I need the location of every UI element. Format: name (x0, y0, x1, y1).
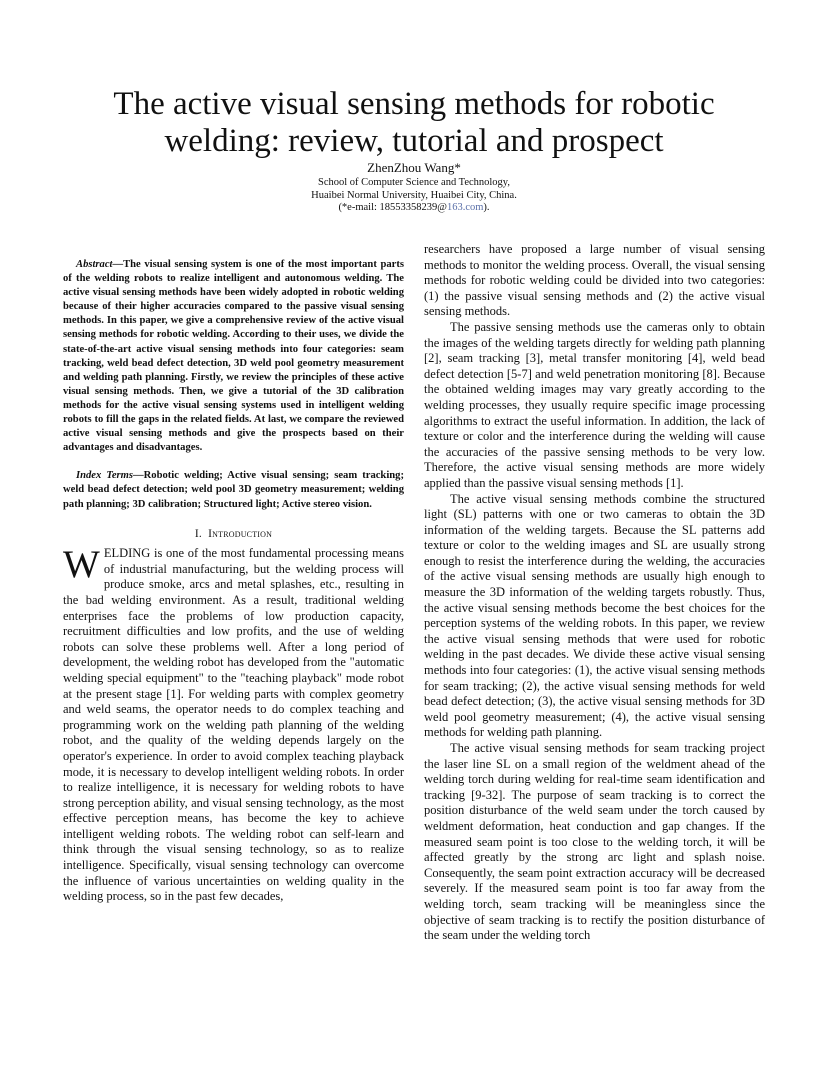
intro-text: ELDING is one of the most fundamental processing means of industrial manufacturing, but the welding process will produce smoke, arcs and metal splashes, etc., resulting in the bad welding environment. As a result, traditional welding enterprises face the problems of low production capacity, recruitment difficulties and low profits, and the use of welding robots can solve these problems well. After a long period of development, the welding robot has developed from the "automatic welding special equipment" to the "teaching playback" mode robot at the present stage [1]. For welding parts with complex geometry and weld seams, the operator needs to do complex teaching and programming work on the welding path planning of the welding robot, and the quality of the welding depends largely on the operator's experience. In order to avoid complex teaching playback mode, it is necessary to develop intelligent welding robots. In order to realize intelligence, it is necessary for welding robots to have strong perception ability, and visual sensing technology, as the most effective perception means, has become the key to achieve intelligent welding robots. The welding robot can self-learn and think through the visual sensing technology, so as to realize intelligence. Specifically, visual sensing technology can overcome the influence of various uncertainties on welding quality in the welding process, so in the past few decades, (63, 546, 404, 904)
author-name: ZhenZhou Wang* (367, 160, 461, 175)
paper-title (40, 86, 788, 160)
intro-paragraph (63, 543, 404, 905)
drop-cap: W (63, 543, 100, 587)
affiliation-email (40, 202, 788, 215)
section-title: Introduction (208, 527, 273, 540)
index-terms-text: —Robotic welding; Active visual sensing; seam tracking; weld bead defect detection; weld pool 3D geometry measurement; welding path planning; 3D calibration; Structured light; Active stereo vision. (63, 470, 404, 510)
paragraph-seam-tracking: The active visual sensing methods for seam tracking project the laser line SL on a small region of the weldment ahead of the welding torch during welding for real-time seam identification and tracking [9-32]. The purpose of seam tracking is to correct the position disturbance of the weld seam under the torch caused by weldment deformation, heat conduction and gap changes. If the measured seam point is too close to the welding torch, it will be affected greatly by the strong arc light and splash noise. Consequently, the seam point extraction accuracy will be decreased severely. If the measured seam point is too far away from the welding torch, seam tracking will be meaningless since the objective of seam tracking is to rectify the position disturbance of the seam under the welding torch (424, 741, 765, 943)
title-line-2: welding: review, tutorial and prospect (164, 123, 664, 159)
paragraph-passive-methods: The passive sensing methods use the cameras only to obtain the images of the welding targets directly for welding path planning [2], seam tracking [3], metal transfer monitoring [4], weld bead defect detection [5-7] and weld penetration monitoring [8]. Because the obtained welding images may vary greatly according to the welding processes, they usually require specific image processing algorithms to extract the useful information. In addition, the lack of texture or color and the interference during the welding will cause the accuracies of the passive sensing methods to be very low. Therefore, the active visual sensing methods are more widely applied than the passive visual sensing methods [1]. (424, 319, 765, 490)
section-number: I. (194, 527, 202, 540)
affiliation-university: Huaibei Normal University, Huaibei City, China. (311, 189, 517, 201)
abstract-label: Abstract (76, 259, 113, 270)
email-domain: 163.com (446, 202, 484, 213)
affiliation (40, 177, 788, 215)
abstract-text: —The visual sensing system is one of the most important parts of the welding robots to realize intelligent and autonomous welding. The active visual sensing methods have been widely adopted in robotic welding because of their higher accuracies compared to the passive visual sensing methods. In this paper, we give a comprehensive review of the active visual sensing methods for robotic welding. According to their uses, we divide the state-of-the-art active visual sensing methods into four categories: seam tracking, weld bead defect detection, 3D weld pool geometry measurement and welding path planning. Firstly, we review the principles of these active visual sensing methods. Then, we give a tutorial of the 3D calibration methods for the active visual sensing systems used in intelligent welding robots to fill the gaps in the related fields. At last, we compare the reviewed active visual sensing methods and give the prospects based on their advantages and disadvantages. (63, 259, 404, 454)
index-terms-label: Index Terms (76, 470, 134, 482)
right-column (424, 242, 765, 944)
email-prefix: (*e-mail: 18553358239@ (338, 202, 447, 213)
index-terms (63, 469, 404, 511)
title-line-1: The active visual sensing methods for robotic (113, 86, 715, 122)
email-suffix: ). (483, 202, 490, 213)
section-heading-introduction (63, 527, 404, 543)
paragraph-active-methods: The active visual sensing methods combine the structured light (SL) patterns with one or two cameras to obtain the 3D information of the welding targets. Because the SL patterns add texture or color to the welding images and SL are usually strong enough to resist the interference during the welding, the accuracies of the active visual sensing methods are usually high enough to measure the 3D information of the welding targets robustly. Thus, the active visual sensing methods become the best choices for the perception systems of the welding robots. In this paper, we review the active visual sensing methods that were used for robotic welding in the past decades. We divide these active visual sensing methods into four categories: (1), the active visual sensing methods for seam tracking; (2), the active visual sensing methods for weld bead defect detection; (3), the active visual sensing methods for 3D weld pool geometry measurement; (4), the active visual sensing methods for welding path planning. (424, 491, 765, 740)
affiliation-department: School of Computer Science and Technology, (317, 177, 510, 188)
paragraph-continued: researchers have proposed a large number of visual sensing methods to monitor the welding process. Overall, the visual sensing methods for robotic welding could be divided into two categories: (1) the passive visual sensing methods and (2) the active visual sensing methods. (424, 242, 765, 319)
abstract (63, 258, 404, 455)
left-column (63, 258, 404, 905)
